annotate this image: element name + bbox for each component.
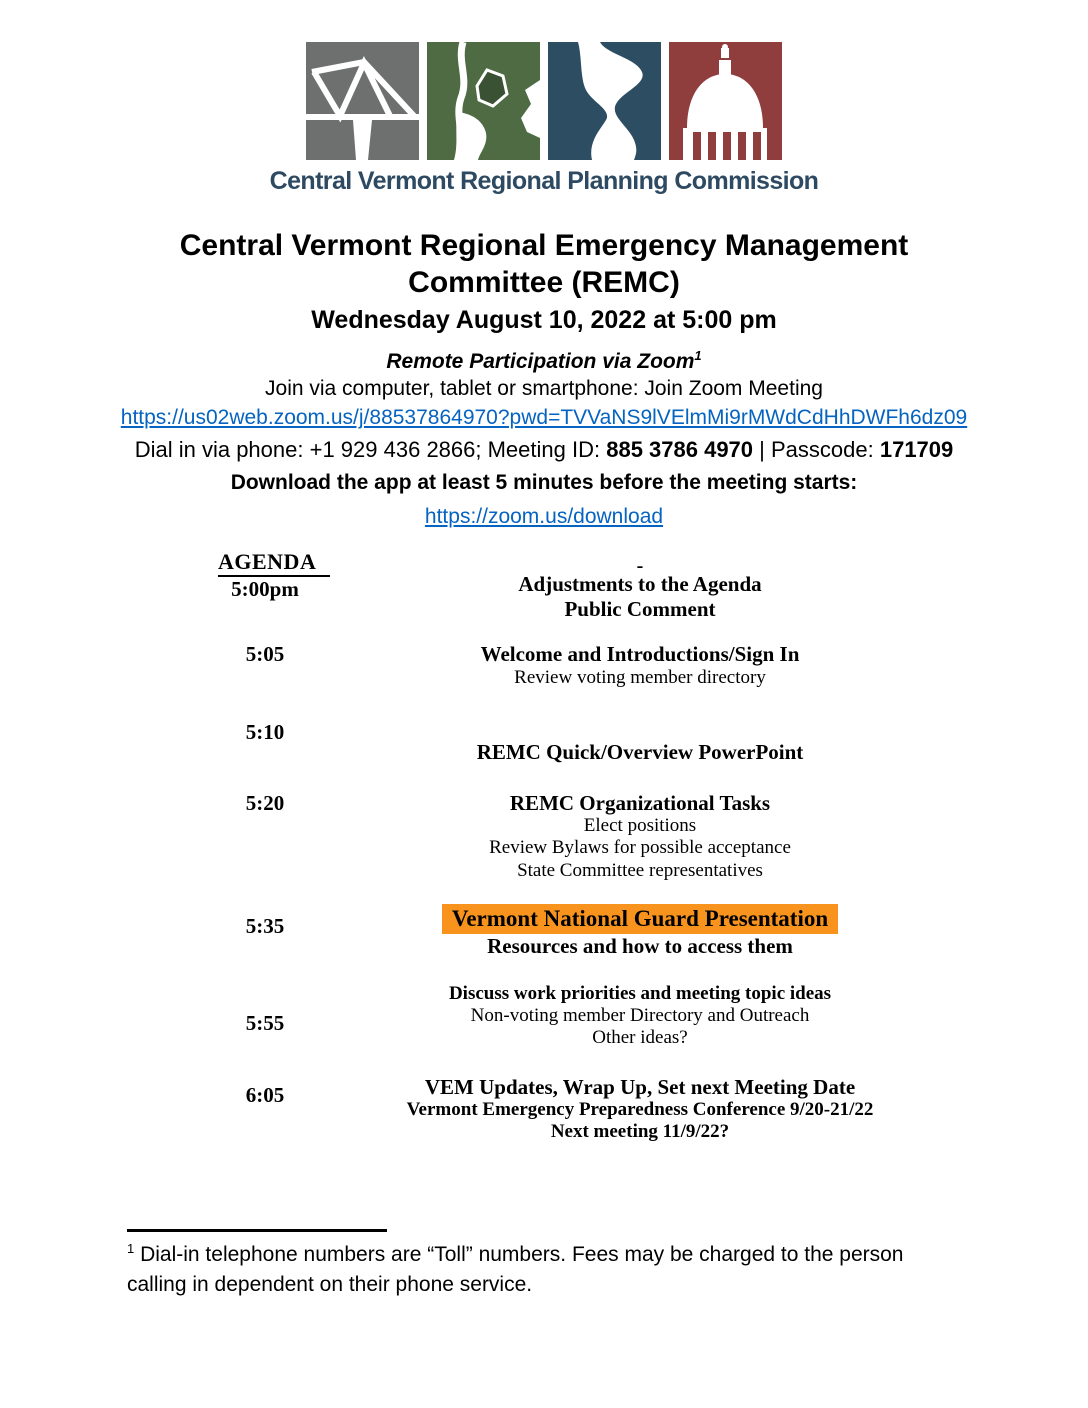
agenda-item-title: VEM Updates, Wrap Up, Set next Meeting Date bbox=[424, 1074, 856, 1099]
agenda-item-subline: Review voting member directory bbox=[514, 666, 766, 688]
agenda-time: 5:20 bbox=[245, 790, 285, 815]
agenda-item-title: Adjustments to the Agenda bbox=[518, 572, 762, 597]
remote-participation-note: Remote Participation via Zoom$^1$ bbox=[386, 348, 702, 374]
agenda-item-title: Public Comment bbox=[564, 596, 716, 621]
agenda-row-510 bbox=[0, 720, 1088, 765]
dial-in-info bbox=[0, 437, 1088, 463]
agenda-section bbox=[0, 549, 1088, 1144]
agenda-item-subline: Elect positions bbox=[583, 815, 697, 837]
agenda-item-title: Discuss work priorities and meeting topic ideas bbox=[448, 983, 832, 1005]
agenda-time: 5:10 bbox=[245, 720, 285, 745]
agenda-time: 5:00pm bbox=[231, 577, 299, 602]
org-name: Central Vermont Regional Planning Commission bbox=[269, 167, 819, 195]
agenda-item-subline: State Committee representatives bbox=[517, 859, 763, 881]
agenda-item-title: REMC Organizational Tasks bbox=[509, 790, 771, 815]
agenda-item-title: Welcome and Introductions/Sign In bbox=[480, 642, 800, 667]
agenda-item-subline: Resources and how to access them bbox=[487, 934, 793, 959]
passcode-label: Passcode: bbox=[771, 437, 880, 463]
meeting-title-line1: Central Vermont Regional Emergency Management bbox=[179, 229, 909, 262]
agenda-time: 5:05 bbox=[245, 642, 285, 667]
agenda-row-505 bbox=[0, 642, 1088, 689]
join-instructions: Join via computer, tablet or smartphone: Join Zoom Meeting bbox=[265, 377, 823, 401]
agenda-item-title: REMC Quick/Overview PowerPoint bbox=[476, 740, 804, 765]
agenda-dash: - bbox=[636, 555, 644, 578]
zoom-download-link[interactable]: https://zoom.us/download bbox=[424, 505, 664, 529]
dial-phone-number: +1 929 436 2866; bbox=[309, 437, 488, 463]
logo-panels bbox=[0, 42, 1088, 160]
river-icon bbox=[548, 42, 661, 160]
agenda-row-605 bbox=[0, 1075, 1088, 1144]
footnote-separator bbox=[127, 1229, 387, 1232]
agenda-row-520 bbox=[0, 791, 1088, 882]
meeting-title-line2: Committee (REMC) bbox=[408, 265, 680, 299]
agenda-time: 5:35 bbox=[245, 913, 285, 938]
agenda-heading: AGENDA bbox=[218, 549, 330, 577]
agenda-item-subline: Next meeting 11/9/22? bbox=[550, 1121, 730, 1143]
vng-presentation-highlight: Vermont National Guard Presentation bbox=[442, 904, 838, 935]
agenda-item-subline: Non-voting member Directory and Outreach bbox=[470, 1005, 810, 1027]
footnote-text: $^1$ Dial-in telephone numbers are “Toll” numbers. Fees may be charged to the person calling in dependent on their phone service. bbox=[127, 1240, 904, 1296]
separator-pipe: | bbox=[759, 437, 771, 463]
capitol-dome-icon bbox=[669, 42, 782, 160]
agenda-time: 5:55 bbox=[245, 1011, 285, 1036]
dial-label: Dial in via phone: bbox=[134, 437, 310, 463]
agenda-row-535 bbox=[0, 904, 1088, 959]
download-instructions: Download the app at least 5 minutes before the meeting starts: bbox=[230, 471, 858, 495]
vermont-state-icon bbox=[427, 42, 540, 160]
org-logo bbox=[0, 0, 1088, 196]
agenda-row-500pm bbox=[0, 555, 1088, 621]
passcode-value: 171709 bbox=[879, 437, 954, 463]
agenda-time: 6:05 bbox=[245, 1082, 285, 1107]
meeting-datetime: Wednesday August 10, 2022 at 5:00 pm bbox=[311, 306, 777, 335]
meeting-id-value: 885 3786 4970 bbox=[606, 437, 754, 463]
bridge-icon bbox=[306, 42, 419, 160]
footnote-ref: 1 bbox=[127, 1240, 135, 1256]
zoom-meeting-link[interactable]: https://us02web.zoom.us/j/88537864970?pwd=TVVaNS9lVElmMi9rMWdCdHhDWFh6dz09 bbox=[120, 406, 968, 430]
footnote bbox=[127, 1229, 1088, 1300]
agenda-item-subline: Review Bylaws for possible acceptance bbox=[489, 837, 791, 859]
agenda-item-subline: Vermont Emergency Preparedness Conference 9/20-21/22 bbox=[406, 1099, 874, 1121]
agenda-item-subline: Other ideas? bbox=[592, 1027, 688, 1049]
agenda-row-555 bbox=[0, 983, 1088, 1050]
meeting-id-label: Meeting ID: bbox=[487, 437, 607, 463]
footnote-reference-mark: 1 bbox=[694, 348, 702, 364]
meeting-title bbox=[0, 228, 1088, 301]
